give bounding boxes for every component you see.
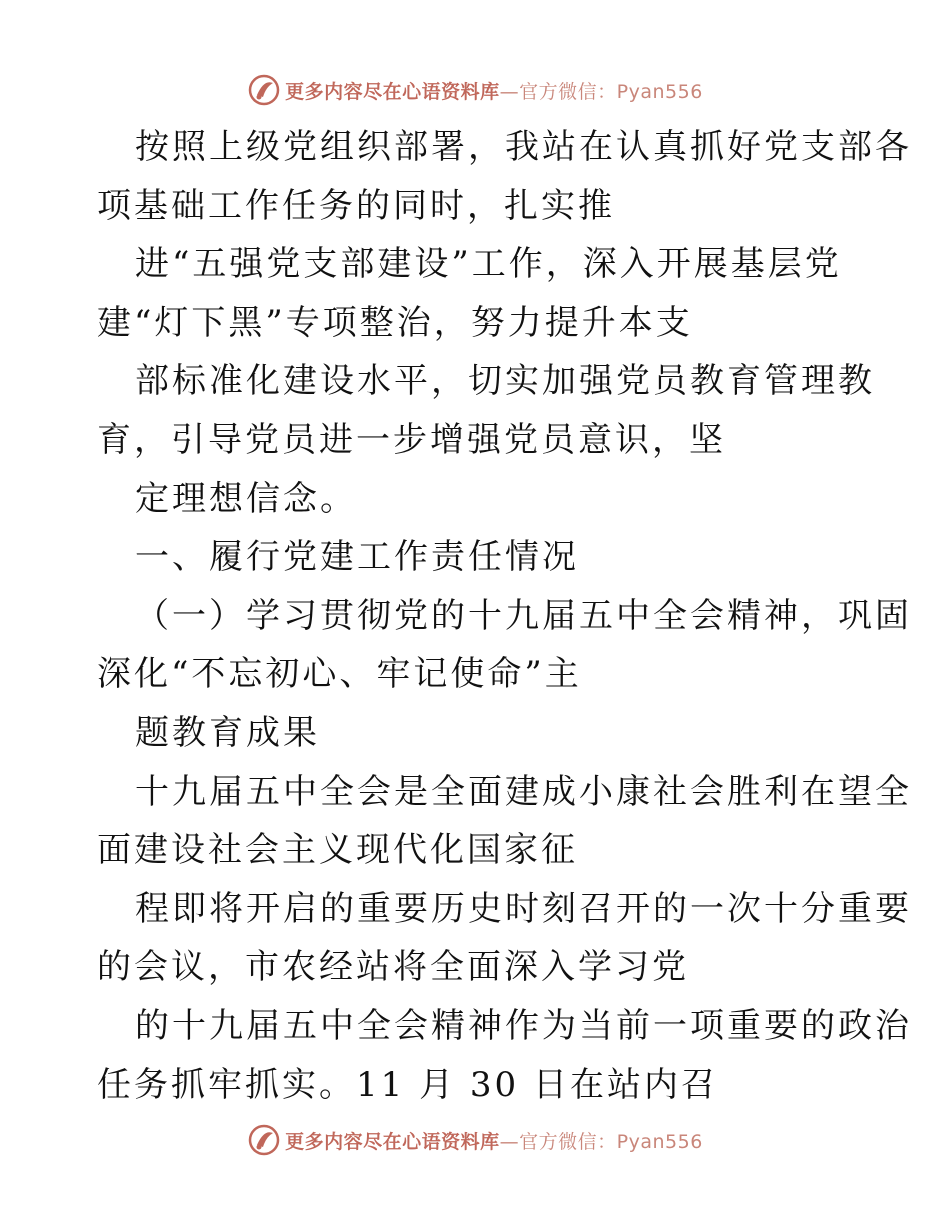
watermark-text: 更多内容尽在心语资料库—官方微信：Pyan556 [285,1130,703,1153]
subsection-heading: （一）学习贯彻党的十九届五中全会精神，巩固 [135,595,912,636]
body-line: 部标准化建设水平，切实加强党员教育管理教 [135,361,875,402]
watermark-text: 更多内容尽在心语资料库—官方微信：Pyan556 [285,80,703,103]
watermark-banner-bottom [0,1120,950,1160]
body-line: 任务抓牢抓实。11 月 30 日在站内召 [97,1064,718,1105]
body-line: 十九届五中全会是全面建成小康社会胜利在望全 [135,771,912,812]
logo-icon [247,73,281,107]
subsection-heading-cont: 题教育成果 [135,712,320,753]
document-body [0,118,950,1114]
section-heading: 一、履行党建工作责任情况 [135,537,579,578]
subsection-heading-cont: 深化“不忘初心、牢记使命”主 [97,654,582,695]
body-line: 建“灯下黑”专项整治，努力提升本支 [97,302,693,343]
watermark-banner-top [0,70,950,110]
body-line: 育，引导党员进一步增强党员意识，坚 [97,419,726,460]
logo-icon [247,1123,281,1157]
body-line: 进“五强党支部建设”工作，深入开展基层党 [135,244,842,285]
body-line: 程即将开启的重要历史时刻召开的一次十分重要 [135,888,912,929]
body-line: 的十九届五中全会精神作为当前一项重要的政治 [135,1005,912,1046]
body-line: 定理想信念。 [135,478,357,519]
body-line: 项基础工作任务的同时，扎实推 [97,185,615,226]
body-line: 的会议，市农经站将全面深入学习党 [97,947,689,988]
body-line: 面建设社会主义现代化国家征 [97,830,578,871]
body-line: 按照上级党组织部署，我站在认真抓好党支部各 [135,127,912,167]
